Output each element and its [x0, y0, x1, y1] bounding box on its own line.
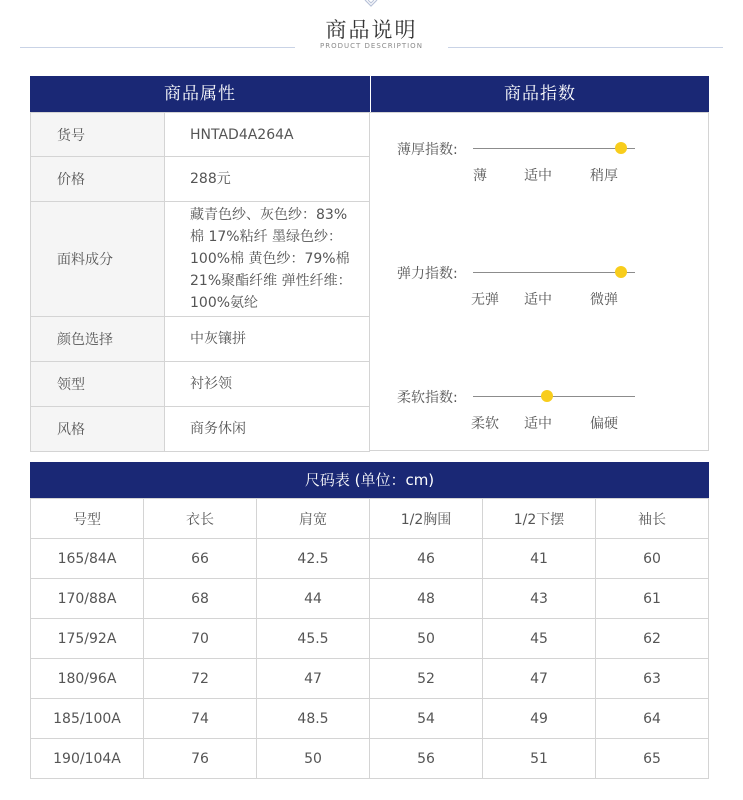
table-row — [31, 739, 709, 779]
attr-row-fabric — [31, 202, 370, 317]
indices-panel — [370, 112, 709, 451]
elasticity-tick: 无弹 — [471, 292, 499, 308]
table-cell: 65 — [596, 739, 709, 779]
fabric-line: 藏青色纱、灰色纱：83% — [190, 207, 348, 223]
table-cell: 180/96A — [31, 659, 144, 699]
softness-index-marker — [541, 390, 553, 402]
softness-tick: 柔软 — [471, 416, 499, 432]
attr-label: 价格 — [31, 157, 165, 202]
attributes-table — [30, 112, 370, 452]
page-title: 商品说明 — [325, 18, 418, 42]
attr-row-color — [31, 317, 370, 362]
softness-tick: 适中 — [524, 416, 552, 432]
table-row — [31, 539, 709, 579]
table-cell: 74 — [144, 699, 257, 739]
size-chart-header-row — [31, 499, 709, 539]
table-cell: 46 — [370, 539, 483, 579]
table-row — [31, 699, 709, 739]
table-cell: 47 — [483, 659, 596, 699]
table-cell: 42.5 — [257, 539, 370, 579]
table-cell: 61 — [596, 579, 709, 619]
attr-value: 商务休闲 — [165, 407, 370, 452]
column-header: 衣长 — [144, 499, 257, 539]
fabric-line: 棉 17%粘纤 墨绿色纱： — [190, 229, 343, 245]
elasticity-tick: 微弹 — [590, 292, 618, 308]
thickness-tick: 稍厚 — [590, 168, 618, 184]
attr-label: 面料成分 — [31, 202, 165, 317]
table-cell: 185/100A — [31, 699, 144, 739]
fabric-line: 21%聚酯纤维 弹性纤维： — [190, 273, 352, 289]
attr-row-collar — [31, 362, 370, 407]
table-cell: 50 — [257, 739, 370, 779]
column-header: 肩宽 — [257, 499, 370, 539]
table-row — [31, 579, 709, 619]
table-cell: 63 — [596, 659, 709, 699]
table-cell: 50 — [370, 619, 483, 659]
softness-index-label: 柔软指数: — [397, 390, 458, 406]
table-cell: 45 — [483, 619, 596, 659]
table-cell: 66 — [144, 539, 257, 579]
size-chart-heading: 尺码表 (单位：cm) — [30, 462, 709, 498]
attr-value: HNTAD4A264A — [165, 113, 370, 157]
thickness-tick: 薄 — [473, 168, 487, 184]
table-cell: 51 — [483, 739, 596, 779]
table-cell: 72 — [144, 659, 257, 699]
table-row — [31, 619, 709, 659]
thickness-tick: 适中 — [524, 168, 552, 184]
attr-row-item-no — [31, 113, 370, 157]
table-cell: 41 — [483, 539, 596, 579]
attr-value: 288元 — [165, 157, 370, 202]
table-cell: 175/92A — [31, 619, 144, 659]
table-cell: 43 — [483, 579, 596, 619]
table-cell: 48.5 — [257, 699, 370, 739]
attr-label: 货号 — [31, 113, 165, 157]
table-cell: 49 — [483, 699, 596, 739]
table-cell: 45.5 — [257, 619, 370, 659]
attr-row-style — [31, 407, 370, 452]
table-cell: 54 — [370, 699, 483, 739]
size-chart-table — [30, 498, 709, 779]
table-cell: 68 — [144, 579, 257, 619]
column-header: 1/2下摆 — [483, 499, 596, 539]
indices-heading: 商品指数 — [371, 76, 709, 112]
attr-label: 风格 — [31, 407, 165, 452]
fabric-line: 100%棉 黄色纱：79%棉 — [190, 251, 350, 267]
attr-value — [165, 202, 370, 317]
table-cell: 165/84A — [31, 539, 144, 579]
column-header: 1/2胸围 — [370, 499, 483, 539]
table-cell: 190/104A — [31, 739, 144, 779]
header-diamond-icon — [363, 0, 379, 8]
table-row — [31, 659, 709, 699]
elasticity-index-track — [473, 272, 635, 273]
softness-index-track — [473, 396, 635, 397]
attr-value: 中灰镶拼 — [165, 317, 370, 362]
attr-label: 领型 — [31, 362, 165, 407]
attr-label: 颜色选择 — [31, 317, 165, 362]
column-header: 号型 — [31, 499, 144, 539]
elasticity-index-label: 弹力指数: — [397, 266, 458, 282]
table-cell: 62 — [596, 619, 709, 659]
table-cell: 56 — [370, 739, 483, 779]
attributes-heading: 商品属性 — [30, 76, 370, 112]
thickness-index-marker — [615, 142, 627, 154]
table-cell: 47 — [257, 659, 370, 699]
page-subtitle: PRODUCT DESCRIPTION — [320, 42, 423, 50]
thickness-index-label: 薄厚指数: — [397, 142, 458, 158]
thickness-index-track — [473, 148, 635, 149]
table-cell: 70 — [144, 619, 257, 659]
column-header: 袖长 — [596, 499, 709, 539]
attr-row-price — [31, 157, 370, 202]
elasticity-tick: 适中 — [524, 292, 552, 308]
table-cell: 76 — [144, 739, 257, 779]
softness-tick: 偏硬 — [590, 416, 618, 432]
table-cell: 44 — [257, 579, 370, 619]
elasticity-index-marker — [615, 266, 627, 278]
table-cell: 64 — [596, 699, 709, 739]
table-cell: 48 — [370, 579, 483, 619]
table-cell: 60 — [596, 539, 709, 579]
fabric-line: 100%氨纶 — [190, 295, 259, 311]
attr-value: 衬衫领 — [165, 362, 370, 407]
table-cell: 170/88A — [31, 579, 144, 619]
table-cell: 52 — [370, 659, 483, 699]
